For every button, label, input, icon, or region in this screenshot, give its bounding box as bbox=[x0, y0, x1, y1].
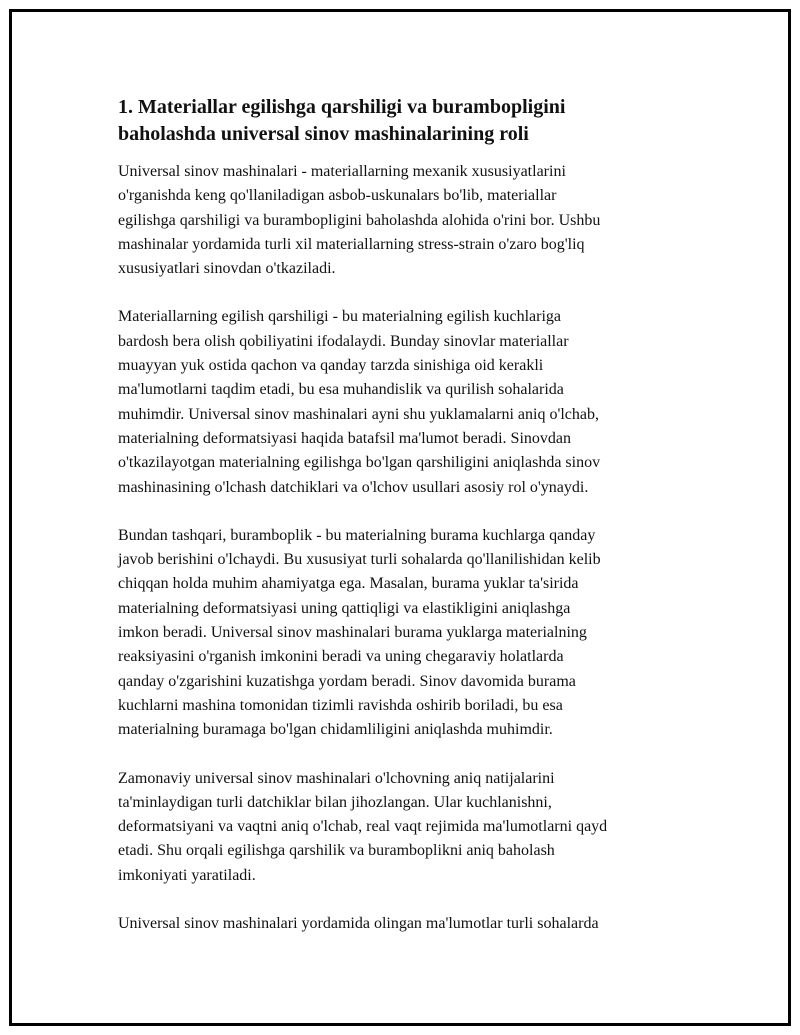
text-line: o'rganishda keng qo'llaniladigan asbob-uskunalars bo'lib, materiallar bbox=[118, 187, 557, 205]
text-line: ma'lumotlarni taqdim etadi, bu esa muhandislik va qurilish sohalarida bbox=[118, 381, 564, 399]
text-line: kuchlarni mashina tomonidan tizimli ravishda oshirib boriladi, bu esa bbox=[118, 696, 563, 714]
text-line: materialning deformatsiyasi uning qattiqligi va elastikligini aniqlashga bbox=[118, 599, 571, 617]
text-line: Bundan tashqari, buramboplik - bu materialning burama kuchlarga qanday bbox=[118, 526, 596, 544]
text-line: materialning buramaga bo'lgan chidamliligini aniqlashda muhimdir. bbox=[118, 721, 553, 739]
text-line: reaksiyasini o'rganish imkonini beradi va uning chegaraviy holatlarda bbox=[118, 648, 564, 666]
heading-line: baholashda universal sinov mashinalarining roli bbox=[118, 123, 529, 145]
text-line: deformatsiyani va vaqtni aniq o'lchab, real vaqt rejimida ma'lumotlarni qayd bbox=[118, 818, 608, 836]
paragraph-4 bbox=[118, 767, 686, 888]
text-line: muayyan yuk ostida qachon va qanday tarzda sinishiga oid kerakli bbox=[118, 357, 544, 375]
text-line: Universal sinov mashinalari - materiallarning mexanik xususiyatlarini bbox=[118, 163, 566, 180]
paragraph-3 bbox=[118, 524, 686, 743]
text-line: javob berishini o'lchaydi. Bu xususiyat turli sohalarda qo'llanilishidan kelib bbox=[118, 551, 601, 569]
text-line: bardosh bera olish qobiliyatini ifodalaydi. Bunday sinovlar materiallar bbox=[118, 332, 569, 350]
text-line: ta'minlaydigan turli datchiklar bilan jihozlangan. Ular kuchlanishni, bbox=[118, 793, 552, 811]
section-heading bbox=[118, 94, 686, 148]
text-line: materialning deformatsiyasi haqida batafsil ma'lumot beradi. Sinovdan bbox=[118, 429, 571, 447]
text-line: Zamonaviy universal sinov mashinalari o'lchovning aniq natijalarini bbox=[118, 769, 555, 787]
text-line: o'tkazilayotgan materialning egilishga bo'lgan qarshiligini aniqlashda sinov bbox=[118, 454, 601, 472]
text-line: imkon beradi. Universal sinov mashinalari burama yuklarga materialning bbox=[118, 624, 587, 642]
text-line: mashinasining o'lchash datchiklari va o'lchov usullari asosiy rol o'ynaydi. bbox=[118, 478, 589, 496]
text-line: egilishga qarshiligi va burambopligini baholashda alohida o'rini bor. Ushbu bbox=[118, 211, 601, 229]
document-body bbox=[118, 94, 686, 960]
text-line: muhimdir. Universal sinov mashinalari ayni shu yuklamalarni aniq o'lchab, bbox=[118, 405, 600, 423]
text-line: xususiyatlari sinovdan o'tkaziladi. bbox=[118, 260, 336, 278]
text-line: etadi. Shu orqali egilishga qarshilik va buramboplіkni aniq baholash bbox=[118, 842, 555, 860]
text-line: Materiallarning egilish qarshiligi - bu materialning egilish kuchlariga bbox=[118, 308, 561, 326]
paragraph-5 bbox=[118, 912, 686, 936]
text-line: imkoniyati yaratiladi. bbox=[118, 866, 256, 884]
text-line: chiqqan holda muhim ahamiyatga ega. Masalan, burama yuklar ta'sirida bbox=[118, 575, 579, 593]
text-line: Universal sinov mashinalari yordamida olingan ma'lumotlar turli sohalarda bbox=[118, 915, 599, 933]
paragraph-2 bbox=[118, 305, 686, 499]
paragraph-1 bbox=[118, 160, 686, 281]
text-line: qanday o'zgarishini kuzatishga yordam beradi. Sinov davomida burama bbox=[118, 672, 576, 690]
heading-line: 1. Materiallar egilishga qarshiligi va burambopligini bbox=[118, 96, 566, 118]
text-line: mashinalar yordamida turli xil materiallarning stress-strain o'zaro bog'liq bbox=[118, 235, 585, 253]
